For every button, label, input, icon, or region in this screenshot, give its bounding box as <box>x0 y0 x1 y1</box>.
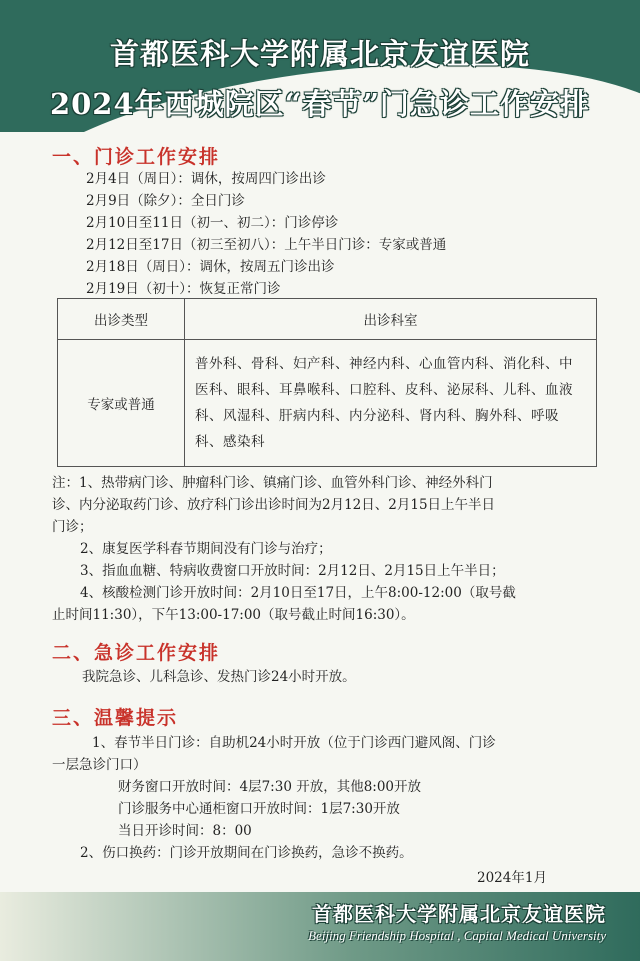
table-row <box>58 340 597 467</box>
schedule-line: 2月10日至11日（初一、初二）：门诊停诊 <box>86 215 339 231</box>
schedule-line: 2月9日（除夕）：全日门诊 <box>86 193 245 209</box>
column-header-type: 出诊类型 <box>58 299 185 340</box>
note-line: 2、康复医学科春节期间没有门诊与治疗； <box>80 541 332 557</box>
tip-line: 1、春节半日门诊：自助机24小时开放（位于门诊西门避风阁、门诊 <box>92 735 496 751</box>
tip-line: 2、伤口换药：门诊开放期间在门诊换药，急诊不换药。 <box>80 845 413 861</box>
notice-title: 2024年西城院区“春节”门急诊工作安排 <box>49 87 591 121</box>
table-header-row <box>58 299 597 340</box>
hospital-title: 首都医科大学附属北京友谊医院 <box>109 37 530 71</box>
section-heading-emergency: 二、急诊工作安排 <box>52 642 221 664</box>
tip-line: 一层急诊门口） <box>52 757 147 773</box>
schedule-line: 2月19日（初十）：恢复正常门诊 <box>86 281 281 297</box>
header-banner <box>0 0 640 132</box>
department-table <box>57 298 597 467</box>
footer-banner <box>0 892 640 961</box>
note-line: 止时间11:30），下午13:00-17:00（取号截止时间16:30）。 <box>52 607 415 623</box>
column-header-dept: 出诊科室 <box>185 299 597 340</box>
note-line: 3、指血血糖、特病收费窗口开放时间：2月12日、2月15日上午半日； <box>80 563 505 579</box>
footer-hospital-name-en: Beijing Friendship Hospital , Capital Medical University <box>308 928 606 943</box>
note-line: 门诊； <box>52 519 93 535</box>
note-line: 注：1、热带病门诊、肿瘤科门诊、镇痛门诊、血管外科门诊、神经外科门 <box>52 475 493 491</box>
tip-line: 门诊服务中心通柜窗口开放时间：1层7:30开放 <box>118 801 400 817</box>
note-line: 4、核酸检测门诊开放时间：2月10日至17日，上午8:00-12:00（取号截 <box>80 585 516 601</box>
cell-departments: 普外科、骨科、妇产科、神经内科、心血管内科、消化科、中医科、眼科、耳鼻喉科、口腔科、皮科、泌尿科、儿科、血液科、风湿科、肝病内科、内分泌科、肾内科、胸外科、呼吸科、感染科 <box>185 340 597 467</box>
section-heading-tips: 三、温馨提示 <box>52 707 179 729</box>
note-line: 诊、内分泌取药门诊、放疗科门诊出诊时间为2月12日、2月15日上午半日 <box>52 497 496 513</box>
emergency-text: 我院急诊、儿科急诊、发热门诊24小时开放。 <box>82 669 356 685</box>
schedule-line: 2月12日至17日（初三至初八）：上午半日门诊：专家或普通 <box>86 237 447 253</box>
schedule-line: 2月4日（周日）：调休，按周四门诊出诊 <box>86 171 326 187</box>
tip-line: 当日开诊时间：8：00 <box>118 823 252 839</box>
cell-clinic-type: 专家或普通 <box>58 340 185 467</box>
section-heading-outpatient: 一、门诊工作安排 <box>52 146 221 168</box>
footer-hospital-name-cn: 首都医科大学附属北京友谊医院 <box>312 902 606 926</box>
schedule-line: 2月18日（周日）：调休，按周五门诊出诊 <box>86 259 335 275</box>
tip-line: 财务窗口开放时间：4层7:30 开放，其他8:00开放 <box>118 779 422 795</box>
notice-date: 2024年1月 <box>477 870 547 886</box>
